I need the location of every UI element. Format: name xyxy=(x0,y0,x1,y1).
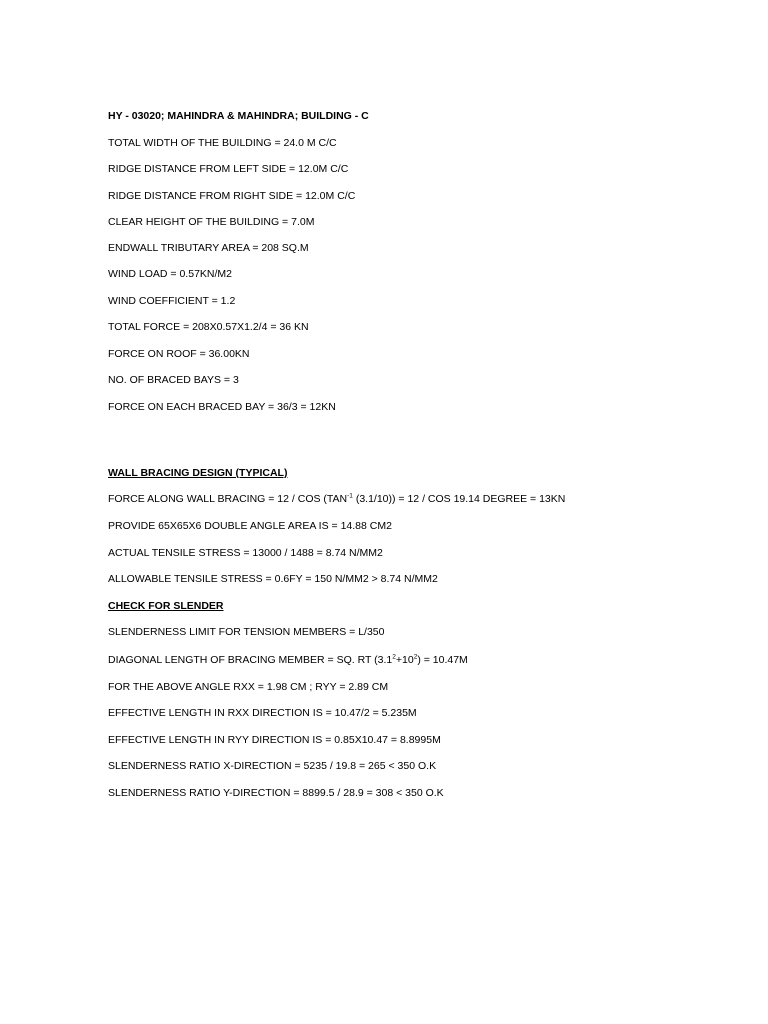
allowable-stress-line: ALLOWABLE TENSILE STRESS = 0.6FY = 150 N/MM2 > 8.74 N/MM2 xyxy=(108,573,438,585)
effective-length-rxx-line: EFFECTIVE LENGTH IN RXX DIRECTION IS = 10.47/2 = 5.235M xyxy=(108,707,417,719)
diagonal-length-line xyxy=(108,654,468,667)
slenderness-ratio-y-line: SLENDERNESS RATIO Y-DIRECTION = 8899.5 / 28.9 = 308 < 350 O.K xyxy=(108,787,444,799)
total-width-line: TOTAL WIDTH OF THE BUILDING = 24.0 M C/C xyxy=(108,137,337,149)
diagonal-text-end: ) = 10.47M xyxy=(417,654,468,666)
square-superscript-1: 2 xyxy=(392,653,396,661)
clear-height-line: CLEAR HEIGHT OF THE BUILDING = 7.0M xyxy=(108,216,315,228)
wind-load-line: WIND LOAD = 0.57KN/M2 xyxy=(108,268,232,280)
ridge-right-line: RIDGE DISTANCE FROM RIGHT SIDE = 12.0M C/C xyxy=(108,190,356,202)
force-each-bay-line: FORCE ON EACH BRACED BAY = 36/3 = 12KN xyxy=(108,401,336,413)
wind-coefficient-line: WIND COEFFICIENT = 1.2 xyxy=(108,295,236,307)
ridge-left-line: RIDGE DISTANCE FROM LEFT SIDE = 12.0M C/C xyxy=(108,163,349,175)
diagonal-text-mid: +10 xyxy=(395,654,414,666)
provide-angle-line: PROVIDE 65X65X6 DOUBLE ANGLE AREA IS = 14.88 CM2 xyxy=(108,520,392,532)
wall-bracing-heading: WALL BRACING DESIGN (TYPICAL) xyxy=(108,467,288,479)
diagonal-text-start: DIAGONAL LENGTH OF BRACING MEMBER = SQ. RT (3.1 xyxy=(108,654,393,666)
document-title: HY - 03020; MAHINDRA & MAHINDRA; BUILDING - C xyxy=(108,110,369,122)
slenderness-limit-line: SLENDERNESS LIMIT FOR TENSION MEMBERS = L/350 xyxy=(108,626,385,638)
braced-bays-line: NO. OF BRACED BAYS = 3 xyxy=(108,374,239,386)
force-along-text-start: FORCE ALONG WALL BRACING = 12 / COS (TAN xyxy=(108,493,348,505)
effective-length-ryy-line: EFFECTIVE LENGTH IN RYY DIRECTION IS = 0.85X10.47 = 8.8995M xyxy=(108,734,441,746)
actual-stress-line: ACTUAL TENSILE STRESS = 13000 / 1488 = 8.74 N/MM2 xyxy=(108,547,383,559)
force-on-roof-line: FORCE ON ROOF = 36.00KN xyxy=(108,348,250,360)
force-along-text-end: (3.1/10)) = 12 / COS 19.14 DEGREE = 13KN xyxy=(352,493,566,505)
force-along-bracing-line xyxy=(108,493,565,506)
inverse-superscript: -1 xyxy=(347,492,353,500)
radius-of-gyration-line: FOR THE ABOVE ANGLE RXX = 1.98 CM ; RYY = 2.89 CM xyxy=(108,681,389,693)
slender-check-heading: CHECK FOR SLENDER xyxy=(108,600,224,612)
square-superscript-2: 2 xyxy=(413,653,418,661)
slenderness-ratio-x-line: SLENDERNESS RATIO X-DIRECTION = 5235 / 19.8 = 265 < 350 O.K xyxy=(108,760,437,772)
total-force-line: TOTAL FORCE = 208X0.57X1.2/4 = 36 KN xyxy=(108,321,309,333)
endwall-area-line: ENDWALL TRIBUTARY AREA = 208 SQ.M xyxy=(108,242,309,254)
